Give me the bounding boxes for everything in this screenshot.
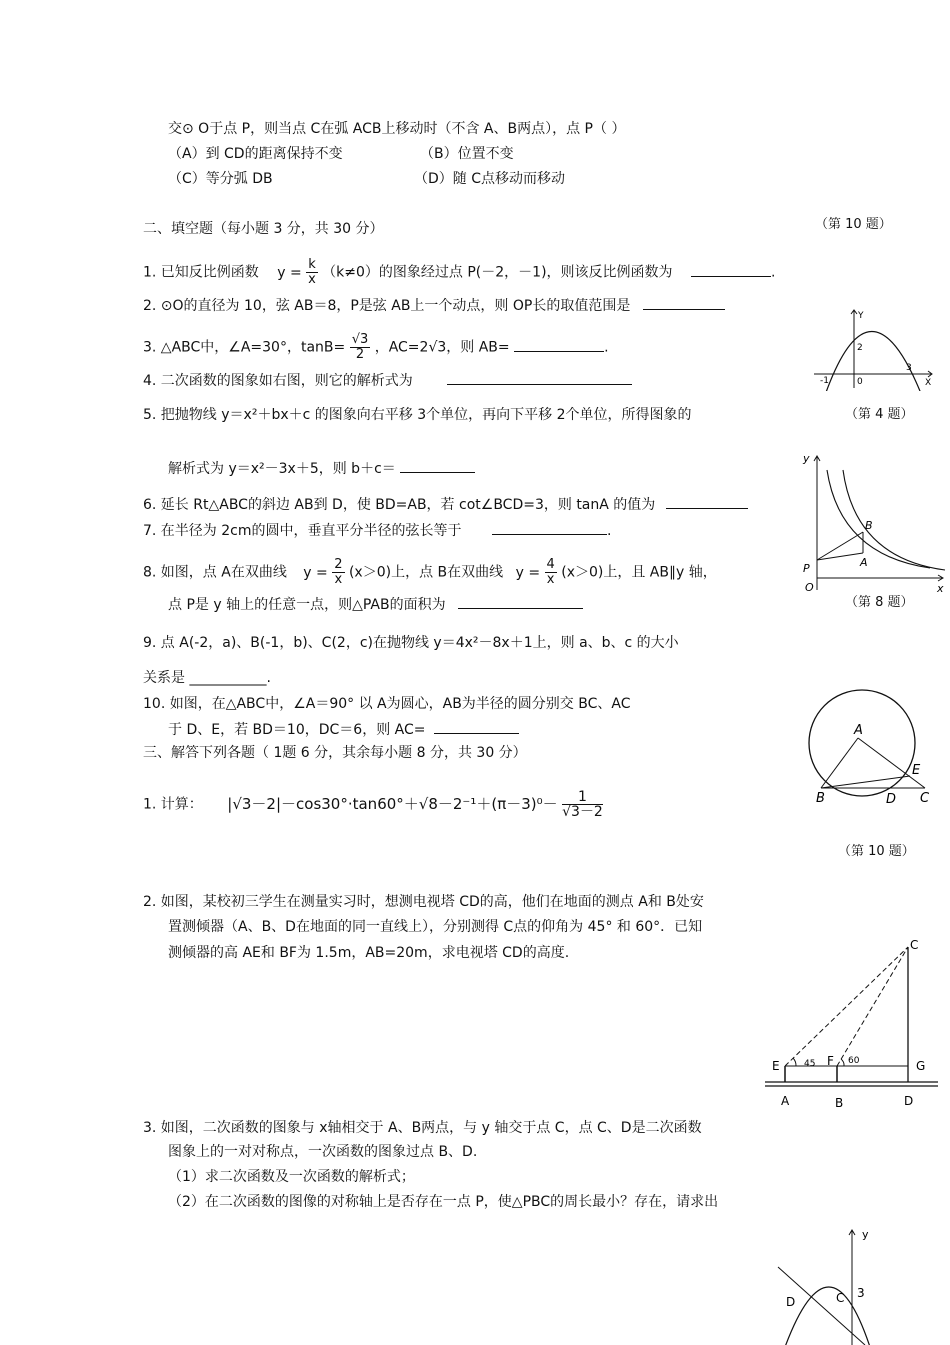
- svg-text:3: 3: [857, 1286, 865, 1300]
- svg-text:F: F: [827, 1054, 834, 1068]
- question-2-8b: 点 P是 y 轴上的任意一点，则△PAB的面积为: [168, 594, 583, 614]
- question-2-6: 6. 延长 Rt△ABC的斜边 AB到 D，使 BD=AB，若 cot∠BCD=3，则 tanA 的值为: [143, 494, 748, 514]
- svg-text:C: C: [920, 791, 930, 806]
- question-2-10a: 10. 如图，在△ABC中，∠A＝90° 以 A为圆心，AB为半径的圆分别交 BC、AC: [143, 696, 631, 712]
- svg-text:D: D: [886, 792, 897, 807]
- question-2-7: 7. 在半径为 2cm的圆中，垂直平分半径的弦长等于 .: [143, 520, 611, 540]
- svg-text:C: C: [836, 1291, 845, 1305]
- svg-text:x: x: [937, 582, 944, 595]
- question-3-3b: 图象上的一对对称点，一次函数的图象过点 B、D.: [168, 1144, 478, 1160]
- question-2-5a: 5. 把抛物线 y＝x²＋bx＋c 的图象向右平移 3个单位，再向下平移 2个单位，所得图象的: [143, 407, 692, 423]
- fraction: $\frac{2}{x}$: [334, 557, 343, 587]
- svg-text:D: D: [786, 1295, 796, 1309]
- fraction: $\frac{k}{x}$: [308, 257, 316, 287]
- svg-text:C: C: [910, 938, 919, 952]
- tick-label: 2: [857, 343, 863, 353]
- figure-caption: （第 10 题）: [815, 217, 892, 232]
- question-2-1: 1. 已知反比例函数 y = $\frac{k}{x}$ （k≠0）的图象经过点 P(－2，－1)，则该反比例函数为 .: [143, 257, 776, 287]
- answer-blank[interactable]: [514, 337, 604, 352]
- svg-text:y: y: [862, 1228, 869, 1241]
- tick-label: 3: [906, 363, 912, 373]
- figure-caption: （第 10 题）: [838, 844, 915, 859]
- svg-text:A: A: [781, 1094, 790, 1108]
- question-2-9a: 9. 点 A(-2，a)、B(-1，b)、C(2，c)在抛物线 y＝4x²－8x＋1上，则 a、b、c 的大小: [143, 635, 679, 651]
- question-2-2: 2. ⊙O的直径为 10，弦 AB＝8，P是弦 AB上一个动点，则 OP长的取值范围是: [143, 295, 725, 315]
- question-2-8: 8. 如图，点 A在双曲线 y = $\frac{2}{x}$ (x＞0)上，点 B在双曲线 y = $\frac{4}{x}$ (x＞0)上，且 AB∥y 轴，: [143, 557, 717, 587]
- parabola-figure: [812, 306, 937, 391]
- question-3-1: 1. 计算： |√3－2|－cos30°·tan60°＋√8－2⁻¹＋(π－3)⁰－ $\frac{1}{√3-2}$: [143, 789, 603, 820]
- svg-text:B: B: [865, 519, 873, 532]
- answer-blank[interactable]: [447, 370, 632, 385]
- option-a: （A）到 CD的距离保持不变: [168, 146, 343, 162]
- fraction: $\frac{√3}{2}$: [351, 332, 369, 362]
- answer-blank[interactable]: [400, 458, 475, 473]
- answer-blank[interactable]: [458, 594, 583, 609]
- answer-blank[interactable]: [492, 520, 607, 535]
- tick-label: 0: [857, 377, 863, 387]
- fraction: $\frac{1}{√3-2}$: [562, 789, 603, 820]
- svg-text:E: E: [912, 763, 921, 778]
- question-3-3c: （1）求二次函数及一次函数的解析式；: [168, 1169, 415, 1185]
- svg-text:D: D: [904, 1094, 914, 1108]
- answer-blank[interactable]: [691, 262, 771, 277]
- svg-text:A: A: [860, 556, 868, 569]
- question-2-3: 3. △ABC中，∠A=30°，tanB= $\frac{√3}{2}$ ，AC=2√3，则 AB= .: [143, 332, 609, 362]
- parabola-line-figure: [770, 1222, 880, 1345]
- svg-text:B: B: [835, 1096, 844, 1110]
- question-2-10b: 于 D、E，若 BD＝10，DC＝6，则 AC=: [168, 719, 519, 739]
- tick-label: -1: [820, 376, 829, 386]
- svg-text:O: O: [805, 581, 814, 594]
- question-3-2c: 测倾器的高 AE和 BF为 1.5m，AB=20m，求电视塔 CD的高度.: [168, 945, 570, 961]
- answer-blank[interactable]: [434, 719, 519, 734]
- svg-text:A: A: [854, 723, 863, 738]
- question-continuation: 交⊙ O于点 P，则当点 C在弧 ACB上移动时（不含 A、B两点），点 P（ ）: [168, 121, 626, 137]
- option-d: （D）随 C点移动而移动: [414, 171, 566, 187]
- question-2-5b: 解析式为 y＝x²－3x＋5，则 b＋c＝: [168, 458, 475, 478]
- figure-caption: （第 8 题）: [845, 595, 914, 610]
- svg-text:y: y: [803, 452, 810, 465]
- svg-text:E: E: [772, 1059, 780, 1073]
- svg-text:P: P: [803, 562, 810, 575]
- question-3-3d: （2）在二次函数的图像的对称轴上是否存在一点 P，使△PBC的周长最小？存在，请求出: [168, 1194, 719, 1210]
- question-3-2b: 置测倾器（A、B、D在地面的同一直线上），分别测得 C点的仰角为 45° 和 60°．已知: [168, 919, 703, 935]
- option-c: （C）等分弧 DB: [168, 171, 273, 187]
- hyperbola-figure: [795, 450, 947, 598]
- axis-label: Y: [858, 311, 864, 321]
- question-3-3a: 3. 如图，二次函数的图象与 x轴相交于 A、B两点，与 y 轴交于点 C，点 C、D是二次函数: [143, 1120, 702, 1136]
- svg-text:45: 45: [804, 1059, 816, 1069]
- question-2-4: 4. 二次函数的图象如右图，则它的解析式为: [143, 370, 632, 390]
- fraction: $\frac{4}{x}$: [546, 557, 555, 587]
- circle-figure: [800, 688, 940, 808]
- answer-blank[interactable]: [666, 494, 748, 509]
- question-text: 1. 已知反比例函数: [143, 264, 259, 281]
- svg-text:B: B: [816, 791, 825, 806]
- svg-text:G: G: [916, 1059, 926, 1073]
- section-3-title: 三、解答下列各题（ 1题 6 分，其余每小题 8 分，共 30 分）: [143, 745, 527, 761]
- svg-text:60: 60: [848, 1056, 860, 1066]
- answer-blank[interactable]: [643, 295, 725, 310]
- section-2-title: 二、填空题（每小题 3 分，共 30 分）: [143, 221, 384, 237]
- question-3-2a: 2. 如图，某校初三学生在测量实习时，想测电视塔 CD的高，他们在地面的测点 A和 B处安: [143, 894, 704, 910]
- question-2-9b: 关系是 ___________.: [143, 670, 271, 686]
- figure-caption: （第 4 题）: [845, 407, 914, 422]
- question-text: （k≠0）的图象经过点 P(－2，－1)，则该反比例函数为: [322, 264, 673, 281]
- option-b: （B）位置不变: [420, 146, 514, 162]
- axis-label: X: [925, 378, 932, 388]
- tower-figure: [760, 935, 940, 1115]
